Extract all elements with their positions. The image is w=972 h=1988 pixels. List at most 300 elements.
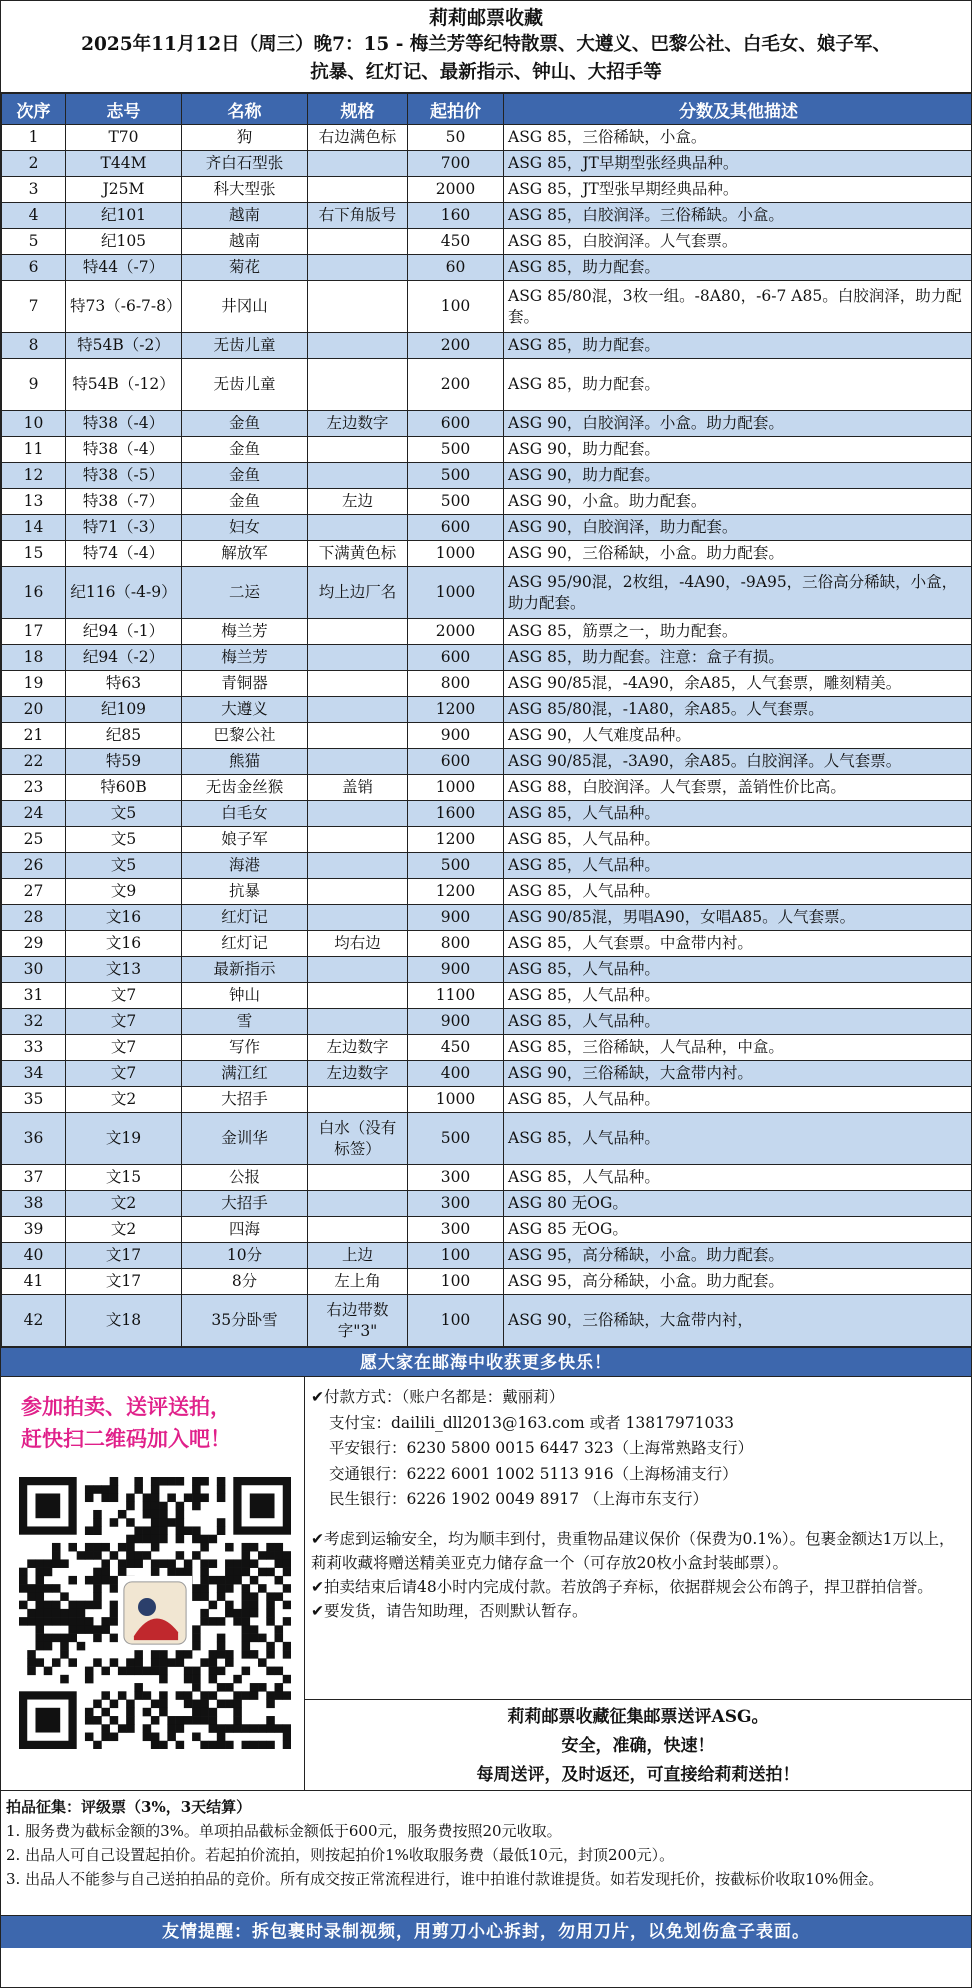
stamp-name: 井冈山 [182,281,308,333]
table-row [2,177,972,203]
lot-number: 8 [2,333,66,359]
start-price: 1000 [408,567,504,619]
stamp-spec [308,879,408,905]
stamp-code: 文2 [66,1191,182,1217]
table-row [2,1061,972,1087]
grade-description: ASG 90/85混，-4A90，余A85，人气套票，雕刻精美。 [504,671,972,697]
stamp-name: 8分 [182,1269,308,1295]
stamp-name: 金鱼 [182,489,308,515]
page-title: 莉莉邮票收藏 [428,7,543,29]
grade-description: ASG 95，高分稀缺，小盒。助力配套。 [504,1243,972,1269]
stamp-spec [308,827,408,853]
table-row [2,1009,972,1035]
subtitle-line-1: 2025年11月12日（周三）晚7：15 - 梅兰芳等纪特散票、大遵义、巴黎公社、白毛女、娘子军、 [81,34,891,55]
rule-2: 2. 出品人可自己设置起拍价。若起拍价流拍，则按起拍价1%收取服务费（最低10元，封顶200元）。 [6,1846,675,1864]
stamp-name: 梅兰芳 [182,645,308,671]
stamp-name: 齐白石型张 [182,151,308,177]
stamp-spec: 左边数字 [308,1035,408,1061]
grade-description: ASG 85/80混，3枚一组。-8A80，-6-7 A85。白胶润泽，助力配套。 [504,281,972,333]
table-row [2,1243,972,1269]
stamp-code: 文18 [66,1295,182,1347]
start-price: 1100 [408,983,504,1009]
stamp-name: 无齿儿童 [182,359,308,411]
grade-description: ASG 85，助力配套。 [504,333,972,359]
start-price: 500 [408,463,504,489]
alipay-account: 支付宝：dailili_dll2013@163.com 或者 13817971033 [329,1413,735,1432]
stamp-name: 最新指示 [182,957,308,983]
stamp-spec: 下满黄色标 [308,541,408,567]
rule-3: 3. 出品人不能参与自己送拍拍品的竞价。所有成交按正常流程进行，谁中拍谁付款谁提货。如若发现托价，按截标价收取10%佣金。 [6,1870,884,1888]
grade-description: ASG 85，人气品种。 [504,983,972,1009]
stamp-name: 越南 [182,229,308,255]
stamp-name: 无齿儿童 [182,333,308,359]
table-row [2,359,972,411]
start-price: 500 [408,853,504,879]
start-price: 100 [408,1295,504,1347]
stamp-spec [308,463,408,489]
lot-number: 21 [2,723,66,749]
stamp-code: 纪105 [66,229,182,255]
grading-line-2: 安全，准确，快速！ [561,1736,715,1756]
start-price: 160 [408,203,504,229]
lot-number: 28 [2,905,66,931]
stamp-name: 红灯记 [182,931,308,957]
table-row [2,515,972,541]
stamp-code: 纪101 [66,203,182,229]
start-price: 1200 [408,879,504,905]
stamp-code: 特59 [66,749,182,775]
grade-description: ASG 85，人气品种。 [504,1087,972,1113]
table-row [2,1217,972,1243]
grade-description: ASG 85，三俗稀缺，小盒。 [504,125,972,151]
stamp-spec [308,619,408,645]
stamp-code: 文9 [66,879,182,905]
stamp-name: 熊猫 [182,749,308,775]
lot-number: 17 [2,619,66,645]
stamp-code: T44M [66,151,182,177]
grade-description: ASG 90，三俗稀缺，大盒带内衬。 [504,1061,972,1087]
lot-number: 6 [2,255,66,281]
table-row [2,931,972,957]
stamp-spec [308,255,408,281]
lot-number: 40 [2,1243,66,1269]
start-price: 900 [408,723,504,749]
lot-number: 24 [2,801,66,827]
rule-1: 1. 服务费为截标金额的3%。单项拍品截标金额低于600元，服务费按照20元收取。 [6,1822,562,1840]
grade-description: ASG 85，人气品种。 [504,853,972,879]
stamp-name: 大招手 [182,1191,308,1217]
grade-description: ASG 85，助力配套。 [504,359,972,411]
grade-description: ASG 85，白胶润泽。三俗稀缺。小盒。 [504,203,972,229]
stamp-name: 无齿金丝猴 [182,775,308,801]
info-section [1,1377,971,1791]
start-price: 100 [408,1269,504,1295]
lots-table-body [2,125,972,1347]
lot-number: 33 [2,1035,66,1061]
grade-description: ASG 90，人气难度品种。 [504,723,972,749]
lot-number: 19 [2,671,66,697]
start-price: 450 [408,1035,504,1061]
grade-description: ASG 90，小盒。助力配套。 [504,489,972,515]
grade-description: ASG 90/85混，-3A90，余A85。白胶润泽。人气套票。 [504,749,972,775]
stamp-name: 满江红 [182,1061,308,1087]
start-price: 600 [408,749,504,775]
lot-number: 39 [2,1217,66,1243]
grade-description: ASG 90，助力配套。 [504,437,972,463]
table-row [2,983,972,1009]
stamp-name: 金鱼 [182,411,308,437]
stamp-code: 特38（-5） [66,463,182,489]
table-row [2,775,972,801]
lot-number: 4 [2,203,66,229]
table-row [2,1165,972,1191]
lot-number: 26 [2,853,66,879]
stamp-code: 特74（-4） [66,541,182,567]
lot-number: 25 [2,827,66,853]
stamp-name: 二运 [182,567,308,619]
stamp-code: 文17 [66,1269,182,1295]
start-price: 1000 [408,775,504,801]
table-row [2,437,972,463]
stamp-code: 特38（-7） [66,489,182,515]
stamp-code: 文19 [66,1113,182,1165]
stamp-code: 文5 [66,801,182,827]
col-header-code: 志号 [66,94,182,125]
stamp-code: 文7 [66,1009,182,1035]
stamp-name: 妇女 [182,515,308,541]
start-price: 1600 [408,801,504,827]
lot-number: 36 [2,1113,66,1165]
stamp-spec: 右边带数字"3" [308,1295,408,1347]
stamp-spec [308,957,408,983]
stamp-name: 大招手 [182,1087,308,1113]
stamp-code: 文7 [66,1035,182,1061]
payment-deadline-note: ✔拍卖结束后请48小时内完成付款。若放鸽子弃标，依据群规会公布鸽子，捍卫群拍信誉。 [311,1577,933,1596]
stamp-spec: 盖销 [308,775,408,801]
start-price: 500 [408,489,504,515]
lot-number: 30 [2,957,66,983]
grade-description: ASG 85，人气品种。 [504,957,972,983]
stamp-code: 文5 [66,853,182,879]
lot-number: 32 [2,1009,66,1035]
stamp-code: J25M [66,177,182,203]
start-price: 2000 [408,177,504,203]
stamp-name: 科大型张 [182,177,308,203]
grade-description: ASG 95/90混，2枚组，-4A90，-9A95，三俗高分稀缺，小盒，助力配套。 [504,567,972,619]
grade-description: ASG 85，人气品种。 [504,827,972,853]
stamp-code: 文2 [66,1217,182,1243]
start-price: 900 [408,1009,504,1035]
grade-description: ASG 90，三俗稀缺，小盒。助力配套。 [504,541,972,567]
lot-number: 2 [2,151,66,177]
stamp-name: 钟山 [182,983,308,1009]
stamp-code: 文7 [66,983,182,1009]
grade-description: ASG 90，助力配套。 [504,463,972,489]
grade-description: ASG 85，白胶润泽。人气套票。 [504,229,972,255]
stamp-spec [308,1009,408,1035]
stamp-spec [308,671,408,697]
stamp-code: 文13 [66,957,182,983]
grade-description: ASG 85，人气套票。中盒带内衬。 [504,931,972,957]
table-row [2,1295,972,1347]
stamp-name: 菊花 [182,255,308,281]
grade-description: ASG 90/85混，男唱A90，女唱A85。人气套票。 [504,905,972,931]
start-price: 800 [408,671,504,697]
stamp-spec [308,333,408,359]
promo-line-2: 赶快扫二维码加入吧！ [21,1426,231,1451]
start-price: 60 [408,255,504,281]
table-row [2,567,972,619]
start-price: 500 [408,1113,504,1165]
grade-description: ASG 85，人气品种。 [504,1165,972,1191]
stamp-name: 巴黎公社 [182,723,308,749]
stamp-spec [308,749,408,775]
table-header-row [2,94,972,125]
start-price: 50 [408,125,504,151]
grade-description: ASG 90，白胶润泽。小盒。助力配套。 [504,411,972,437]
table-row [2,723,972,749]
start-price: 450 [408,229,504,255]
lot-number: 23 [2,775,66,801]
stamp-spec [308,905,408,931]
grade-description: ASG 85，助力配套。 [504,255,972,281]
stamp-spec [308,1087,408,1113]
start-price: 600 [408,645,504,671]
stamp-spec [308,801,408,827]
lot-number: 41 [2,1269,66,1295]
payment-info [305,1377,971,1700]
table-row [2,541,972,567]
stamp-spec [308,281,408,333]
shipping-note: ✔考虑到运输安全，均为顺丰到付，贵重物品建议保价（保费为0.1%）。包裹金额达1万以上，莉莉收藏将赠送精美亚克力储存盒一个（可存放20枚小盒封装邮票）。 [311,1529,955,1572]
table-row [2,645,972,671]
grade-description: ASG 85，人气品种。 [504,1113,972,1165]
stamp-spec [308,515,408,541]
stamp-name: 写作 [182,1035,308,1061]
qr-code-image[interactable] [19,1477,291,1749]
grade-description: ASG 85/80混，-1A80，余A85。人气套票。 [504,697,972,723]
stamp-spec: 左边数字 [308,411,408,437]
start-price: 100 [408,281,504,333]
stamp-code: 文16 [66,905,182,931]
grade-description: ASG 85，三俗稀缺，人气品种，中盒。 [504,1035,972,1061]
stamp-code: 纪94（-1） [66,619,182,645]
table-row [2,697,972,723]
consignment-rules [1,1791,971,1916]
stamp-name: 10分 [182,1243,308,1269]
grade-description: ASG 85，筋票之一，助力配套。 [504,619,972,645]
grade-description: ASG 85，JT型张早期经典品种。 [504,177,972,203]
lot-number: 3 [2,177,66,203]
header [1,1,971,93]
bank-account-pingan: 平安银行：6230 5800 0015 6447 323（上海常熟路支行） [329,1439,754,1457]
stamp-code: 特60B [66,775,182,801]
table-row [2,463,972,489]
stamp-code: 文16 [66,931,182,957]
stamp-code: 纪85 [66,723,182,749]
lot-number: 16 [2,567,66,619]
start-price: 300 [408,1165,504,1191]
lot-number: 38 [2,1191,66,1217]
stamp-name: 娘子军 [182,827,308,853]
footer-spacer [1,1948,971,1974]
lot-number: 14 [2,515,66,541]
grading-line-1: 莉莉邮票收藏征集邮票送评ASG。 [507,1707,769,1727]
grade-description: ASG 90，白胶润泽，助力配套。 [504,515,972,541]
reminder-banner: 友情提醒：拆包裹时录制视频，用剪刀小心拆封，勿用刀片，以免划伤盒子表面。 [1,1916,971,1948]
stamp-spec [308,1165,408,1191]
table-row [2,411,972,437]
stamp-spec: 均右边 [308,931,408,957]
payment-title: ✔付款方式：（账户名都是：戴丽莉） [311,1388,565,1406]
stamp-code: 纪94（-2） [66,645,182,671]
promo-text [1,1377,304,1455]
table-row [2,1035,972,1061]
stamp-name: 抗暴 [182,879,308,905]
start-price: 1000 [408,1087,504,1113]
lot-number: 13 [2,489,66,515]
stamp-spec: 右下角版号 [308,203,408,229]
table-row [2,801,972,827]
stamp-spec [308,151,408,177]
stamp-code: 特63 [66,671,182,697]
stamp-name: 公报 [182,1165,308,1191]
lot-number: 27 [2,879,66,905]
start-price: 100 [408,1243,504,1269]
stamp-spec: 左边 [308,489,408,515]
stamp-spec: 左上角 [308,1269,408,1295]
promo-line-1: 参加拍卖、送评送拍， [21,1394,231,1419]
stamp-name: 金训华 [182,1113,308,1165]
stamp-name: 金鱼 [182,463,308,489]
stamp-code: 文5 [66,827,182,853]
table-row [2,229,972,255]
stamp-spec [308,359,408,411]
stamp-code: 文15 [66,1165,182,1191]
start-price: 1200 [408,697,504,723]
stamp-spec [308,645,408,671]
lot-number: 18 [2,645,66,671]
table-row [2,749,972,775]
stamp-name: 红灯记 [182,905,308,931]
lot-number: 35 [2,1087,66,1113]
stamp-spec [308,1191,408,1217]
table-row [2,1087,972,1113]
stamp-spec: 均上边厂名 [308,567,408,619]
stamp-spec [308,177,408,203]
table-row [2,619,972,645]
subtitle-line-2: 抗暴、红灯记、最新指示、钟山、大招手等 [310,62,662,83]
lot-number: 37 [2,1165,66,1191]
lot-number: 22 [2,749,66,775]
grade-description: ASG 80 无OG。 [504,1191,972,1217]
table-row [2,125,972,151]
grade-description: ASG 85，助力配套。注意：盒子有损。 [504,645,972,671]
start-price: 1200 [408,827,504,853]
lot-number: 15 [2,541,66,567]
col-header-spec: 规格 [308,94,408,125]
stamp-spec [308,229,408,255]
col-header-no: 次序 [2,94,66,125]
bank-account-minsheng: 民生银行：6226 1902 0049 8917 （上海市东支行） [329,1490,708,1508]
table-row [2,1191,972,1217]
start-price: 300 [408,1217,504,1243]
start-price: 700 [408,151,504,177]
stamp-code: 纪109 [66,697,182,723]
stamp-name: 狗 [182,125,308,151]
start-price: 2000 [408,619,504,645]
start-price: 900 [408,905,504,931]
start-price: 600 [408,411,504,437]
promo-panel [1,1377,305,1790]
grade-description: ASG 90，三俗稀缺，大盒带内衬， [504,1295,972,1347]
lot-number: 34 [2,1061,66,1087]
stamp-code: 特71（-3） [66,515,182,541]
bank-account-jiaotong: 交通银行：6222 6001 1002 5113 916（上海杨浦支行） [329,1464,738,1483]
table-row [2,671,972,697]
table-row [2,905,972,931]
lot-number: 29 [2,931,66,957]
stamp-name: 雪 [182,1009,308,1035]
table-row [2,151,972,177]
stamp-code: T70 [66,125,182,151]
col-header-name: 名称 [182,94,308,125]
grading-service-box [305,1700,971,1790]
dispatch-note: ✔要发货，请告知助理，否则默认暂存。 [311,1601,588,1620]
grade-description: ASG 85，人气品种。 [504,1009,972,1035]
table-row [2,255,972,281]
stamp-code: 特38（-4） [66,437,182,463]
rules-heading: 拍品征集：评级票（3%，3天结算） [6,1798,252,1816]
stamp-code: 特54B（-12） [66,359,182,411]
stamp-code: 特54B（-2） [66,333,182,359]
stamp-name: 解放军 [182,541,308,567]
table-row [2,853,972,879]
stamp-spec [308,983,408,1009]
stamp-name: 金鱼 [182,437,308,463]
start-price: 200 [408,359,504,411]
stamp-code: 特73（-6-7-8） [66,281,182,333]
lot-number: 1 [2,125,66,151]
table-row [2,879,972,905]
stamp-spec [308,437,408,463]
start-price: 200 [408,333,504,359]
payment-panel [305,1377,971,1790]
grade-description: ASG 85，JT早期型张经典品种。 [504,151,972,177]
stamp-name: 四海 [182,1217,308,1243]
col-header-desc: 分数及其他描述 [504,94,972,125]
table-row [2,1269,972,1295]
stamp-spec [308,723,408,749]
lot-number: 7 [2,281,66,333]
grade-description: ASG 85，人气品种。 [504,879,972,905]
stamp-code: 纪116（-4-9） [66,567,182,619]
lots-table [1,93,972,1347]
table-row [2,827,972,853]
qr-code-graphic [19,1477,291,1749]
grading-line-3: 每周送评，及时返还，可直接给莉莉送拍！ [476,1765,800,1785]
stamp-spec: 左边数字 [308,1061,408,1087]
stamp-spec: 右边满色标 [308,125,408,151]
start-price: 900 [408,957,504,983]
stamp-code: 特38（-4） [66,411,182,437]
lot-number: 10 [2,411,66,437]
table-row [2,957,972,983]
stamp-code: 特44（-7） [66,255,182,281]
stamp-spec [308,1217,408,1243]
stamp-name: 梅兰芳 [182,619,308,645]
stamp-name: 35分卧雪 [182,1295,308,1347]
